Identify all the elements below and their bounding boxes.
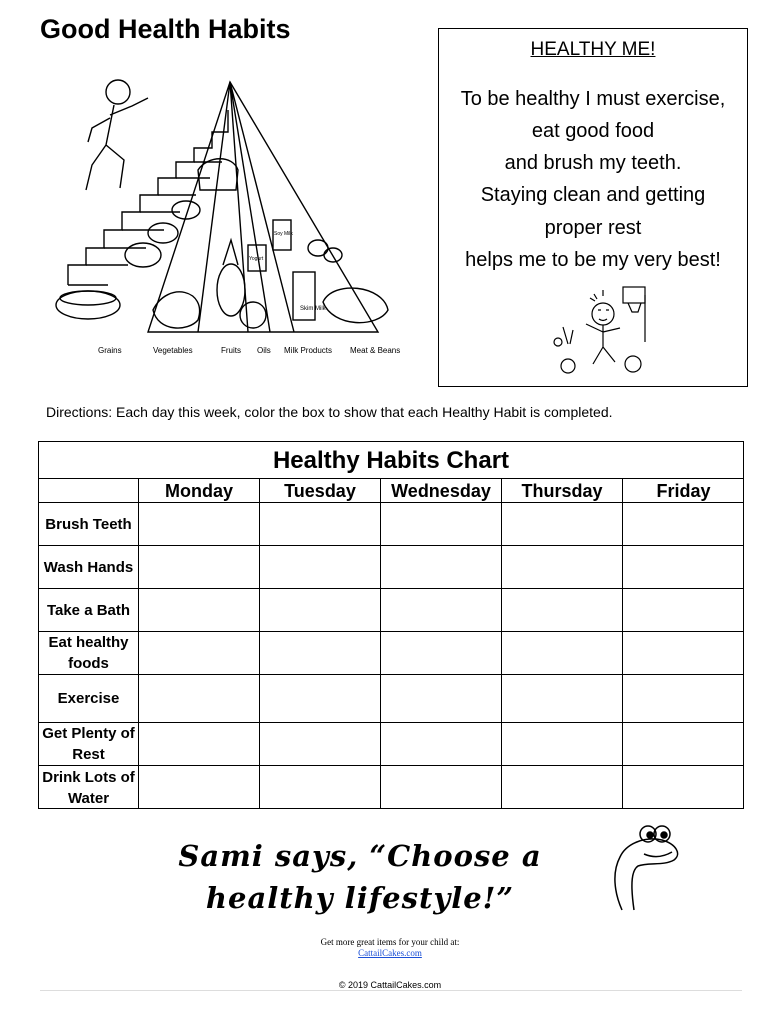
- habit-day-cell[interactable]: [381, 766, 502, 809]
- kid-playing-sports-illustration: [548, 282, 658, 377]
- habit-day-cell[interactable]: [502, 503, 623, 546]
- habit-day-cell[interactable]: [502, 766, 623, 809]
- poem-line: eat good food: [531, 120, 655, 142]
- habit-day-cell[interactable]: [623, 675, 744, 723]
- habit-day-cell[interactable]: [381, 546, 502, 589]
- habit-day-cell[interactable]: [502, 546, 623, 589]
- habit-day-cell[interactable]: [623, 503, 744, 546]
- day-header-thursday: Thursday: [502, 478, 623, 503]
- poem-line: helps me to be my very best!: [465, 249, 721, 271]
- yogurt-label: Yogurt: [249, 256, 264, 262]
- habit-day-cell[interactable]: [502, 589, 623, 632]
- habit-label-take-a-bath: Take a Bath: [39, 589, 139, 632]
- healthy-habits-chart: [38, 441, 744, 809]
- footer-divider: [40, 990, 742, 991]
- more-items-text: Get more great items for your child at:: [320, 937, 460, 947]
- habit-label-eat-healthy-foods: Eat healthy foods: [39, 632, 139, 675]
- habit-day-cell[interactable]: [260, 675, 381, 723]
- habit-label-wash-hands: Wash Hands: [39, 546, 139, 589]
- directions-text: Directions: Each day this week, color the box to show that each Healthy Habit is completed.: [46, 404, 613, 420]
- habit-day-cell[interactable]: [381, 675, 502, 723]
- habit-day-cell[interactable]: [623, 632, 744, 675]
- habit-label-brush-teeth: Brush Teeth: [39, 503, 139, 546]
- copyright-text: © 2019 CattailCakes.com: [338, 980, 442, 990]
- habit-day-cell[interactable]: [139, 503, 260, 546]
- habit-day-cell[interactable]: [260, 546, 381, 589]
- habit-label-get-plenty-of-rest: Get Plenty of Rest: [39, 723, 139, 766]
- skim-milk-label: Skim Milk: [300, 306, 326, 312]
- sami-says-line-1: Sami says, “Choose a: [178, 839, 542, 873]
- habit-day-cell[interactable]: [623, 546, 744, 589]
- habit-day-cell[interactable]: [623, 723, 744, 766]
- chart-title: Healthy Habits Chart: [39, 442, 743, 479]
- pyramid-label: Fruits: [221, 346, 241, 355]
- poem-line: and brush my teeth.: [504, 152, 682, 174]
- day-header-friday: Friday: [623, 478, 744, 503]
- sami-says-line-2: healthy lifestyle!”: [205, 881, 515, 915]
- habit-day-cell[interactable]: [260, 766, 381, 809]
- sami-dinosaur-mascot-illustration: [604, 822, 694, 912]
- food-pyramid-illustration: [48, 70, 413, 360]
- habit-day-cell[interactable]: [623, 589, 744, 632]
- day-header-monday: Monday: [139, 478, 260, 503]
- corner-header-cell: [39, 478, 139, 503]
- poem-line: Staying clean and getting: [480, 184, 706, 206]
- habit-day-cell[interactable]: [381, 723, 502, 766]
- habit-day-cell[interactable]: [381, 503, 502, 546]
- habit-label-exercise: Exercise: [39, 675, 139, 723]
- habit-day-cell[interactable]: [139, 766, 260, 809]
- pyramid-label: Milk Products: [284, 346, 333, 355]
- habit-day-cell[interactable]: [502, 632, 623, 675]
- poem-title: HEALTHY ME!: [530, 39, 656, 60]
- habit-day-cell[interactable]: [139, 632, 260, 675]
- habit-day-cell[interactable]: [502, 723, 623, 766]
- soy-milk-label: Soy Milk: [274, 231, 293, 237]
- habit-day-cell[interactable]: [260, 503, 381, 546]
- habit-label-drink-lots-of-water: Drink Lots of Water: [39, 766, 139, 809]
- pyramid-label: Vegetables: [153, 346, 193, 355]
- habit-day-cell[interactable]: [623, 766, 744, 809]
- day-header-wednesday: Wednesday: [381, 478, 502, 503]
- habit-day-cell[interactable]: [139, 546, 260, 589]
- cattailcakes-link[interactable]: CattailCakes.com: [358, 948, 422, 958]
- habit-day-cell[interactable]: [260, 589, 381, 632]
- habit-day-cell[interactable]: [139, 589, 260, 632]
- pyramid-label: Meat & Beans: [350, 346, 401, 355]
- habit-day-cell[interactable]: [502, 675, 623, 723]
- pyramid-label: Grains: [98, 346, 122, 355]
- habit-day-cell[interactable]: [260, 723, 381, 766]
- sami-says-slogan: [135, 835, 585, 919]
- habit-day-cell[interactable]: [139, 675, 260, 723]
- pyramid-label: Oils: [257, 346, 271, 355]
- habit-day-cell[interactable]: [381, 632, 502, 675]
- habit-day-cell[interactable]: [260, 632, 381, 675]
- poem-line: To be healthy I must exercise,: [460, 88, 726, 110]
- poem-line: proper rest: [544, 217, 642, 239]
- page-title: Good Health Habits: [40, 14, 291, 44]
- habit-day-cell[interactable]: [139, 723, 260, 766]
- day-header-tuesday: Tuesday: [260, 478, 381, 503]
- habit-day-cell[interactable]: [381, 589, 502, 632]
